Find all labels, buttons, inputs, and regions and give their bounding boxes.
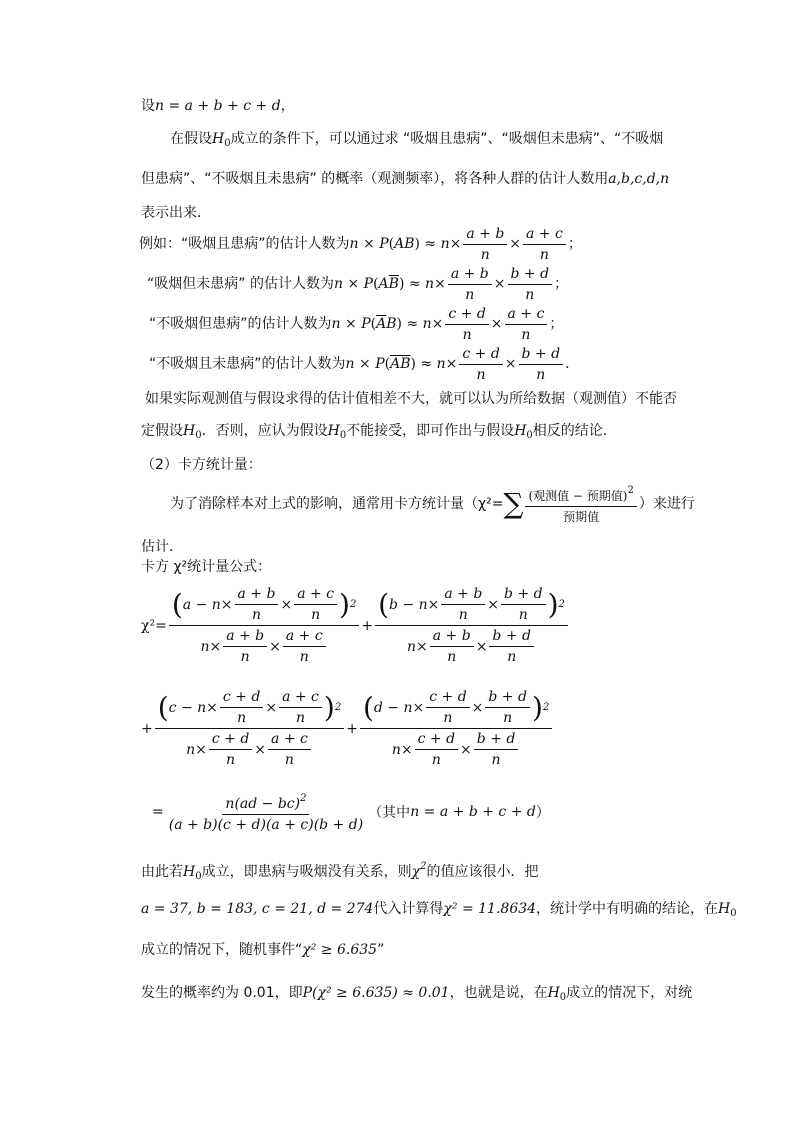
- text: 在假设: [170, 131, 212, 147]
- event: χ² ≥ 6.635: [302, 942, 378, 958]
- note-equation: n = a + b + c + d: [410, 804, 536, 820]
- h0-symbol: $H_0$: [212, 131, 231, 149]
- text: 为了消除样本对上式的影响，通常用卡方统计量（χ²=: [170, 496, 504, 512]
- text: ．否则，应认为假设: [201, 423, 328, 439]
- text: ，: [280, 98, 295, 114]
- text: 相反的结论．: [532, 423, 617, 439]
- variables: a,b,c,d,n: [608, 171, 670, 187]
- text: 成立的情况下，对统: [566, 985, 693, 1001]
- paragraph-estimate: 估计．: [141, 539, 183, 555]
- example-3: “不吸烟但患病”的估计人数为 n × P ( $\overline{A}B$ ) ≈ n × $\frac{c + d}{n}$ × $\frac{a + c}{n}$ ；: [149, 305, 564, 343]
- text: 成立的条件下，可以通过求 “吸烟且患病”、“吸烟但未患病”、“不吸烟: [230, 131, 664, 147]
- label: “不吸烟但患病”的估计人数为: [149, 316, 332, 332]
- result: χ² = 11.8634: [443, 901, 537, 917]
- text: 定假设: [141, 423, 183, 439]
- label: 例如：“吸烟且患病”的估计人数为: [139, 236, 350, 252]
- chi-square-formula-row-2: + ( c − n× $\frac{c + d}{n}$ × $\frac{a + c}{n}$ ) 2 n× $\frac{c + d}{n}$ × $\frac{a + c}{n}$ + ( d − n× $\frac{c + d}{n}$ × $\frac{b + d}{n}$ ) 2 n× $\frac{c + d}{n}$ × $\frac{b + d}{n}$: [141, 688, 554, 769]
- formula-heading: 卡方 χ²统计量公式：: [141, 559, 272, 575]
- numerator: (观测值 − 预期值): [528, 489, 628, 503]
- paragraph-cont: [141, 169, 669, 189]
- label: “不吸烟且未患病”的估计人数为: [149, 356, 346, 372]
- text: 成立的情况下，随机事件“: [141, 942, 303, 958]
- paragraph-if-h0: 由此若$H_0$成立，即患病与吸烟没有关系，则$\chi^2$的值应该很小．把: [141, 861, 539, 882]
- text: ，也就是说，在: [449, 985, 548, 1001]
- paragraph-define-n: [141, 96, 295, 116]
- equation: P(χ² ≥ 6.635) ≈ 0.01: [302, 985, 450, 1001]
- paragraph-substitute: a = 37, b = 183, c = 21, d = 274代入计算得χ² = 11.8634，统计学中有明确的结论，在$H_0$: [141, 901, 737, 919]
- section-heading: （2）卡方统计量：: [141, 457, 262, 473]
- chi-square-formula-row-1: χ²= ( a − n× $\frac{a + b}{n}$ × $\frac{a + c}{n}$ ) 2 n× $\frac{a + b}{n}$ × $\frac{a + c}{n}$ + ( b − n× $\frac{a + b}{n}$ × $\frac{b + d}{n}$ ) 2 n× $\frac{a + b}{n}$ × $\frac{b + d}{n}$: [141, 585, 570, 666]
- text: ）来进行: [638, 496, 695, 512]
- paragraph-end: 表示出来．: [141, 205, 211, 221]
- text: 的值应该很小．把: [426, 864, 539, 880]
- text: 成立，即患病与吸烟没有关系，则: [201, 864, 412, 880]
- example-1: 例如：“吸烟且患病”的估计人数为 n × P ( AB ) ≈ n × $\frac{a + b}{n}$ × $\frac{a + c}{n}$ ；: [139, 225, 582, 263]
- example-2: “吸烟但未患病” 的估计人数为 n × P ( $A\overline{B}$ ) ≈ n × $\frac{a + b}{n}$ × $\frac{b + d}{n}$ ；: [147, 265, 569, 303]
- denominator: 预期值: [563, 510, 600, 524]
- example-4: “不吸烟且未患病”的估计人数为 n × P ( $\overline{AB}$ ) ≈ n × $\frac{c + d}{n}$ × $\frac{b + d}{n}$ ．: [149, 345, 580, 383]
- text: 代入计算得: [373, 901, 444, 917]
- text: 但患病”、“不吸烟且未患病” 的概率（观测频率），将各种人群的估计人数用: [141, 171, 609, 187]
- note-open: （其中: [368, 805, 411, 821]
- label: “吸烟但未患病” 的估计人数为: [147, 276, 334, 292]
- text: 发生的概率约为 0.01，即: [141, 985, 303, 1001]
- text: ，统计学中有明确的结论，在: [536, 901, 719, 917]
- equation: a = 37, b = 183, c = 21, d = 274: [141, 901, 374, 917]
- paragraph-probability: 发生的概率约为 0.01，即P(χ² ≥ 6.635) ≈ 0.01，也就是说，在$H_0$成立的情况下，对统: [141, 985, 693, 1003]
- paragraph-assumption: [170, 129, 663, 154]
- paragraph-reject: 定假设$H_0$．否则，应认为假设$H_0$不能接受，即可作出与假设$H_0$相反的结论．: [141, 423, 617, 441]
- paragraph-compare: 如果实际观测值与假设求得的估计值相差不大，就可以认为所给数据（观测值）不能否: [145, 391, 677, 407]
- paragraph-chi-intro: 为了消除样本对上式的影响，通常用卡方统计量（χ²= ∑ $\frac{(观测值 - 预期值)^2}{\text{预期值}}$ ）来进行: [170, 482, 695, 526]
- note-close: ）: [535, 805, 550, 821]
- text: 由此若: [141, 864, 183, 880]
- text: 不能接受，即可作出与假设: [346, 423, 515, 439]
- paragraph-event: [141, 940, 384, 960]
- chi-square-simplified: = $\frac{n(ad - bc)^2}{(a + b)(c + d)(a + c)(b + d)}$ （其中 n = a + b + c + d ）: [152, 790, 550, 834]
- text: 设: [141, 98, 155, 114]
- text: ”: [377, 942, 385, 958]
- equation: n = a + b + c + d: [155, 98, 281, 114]
